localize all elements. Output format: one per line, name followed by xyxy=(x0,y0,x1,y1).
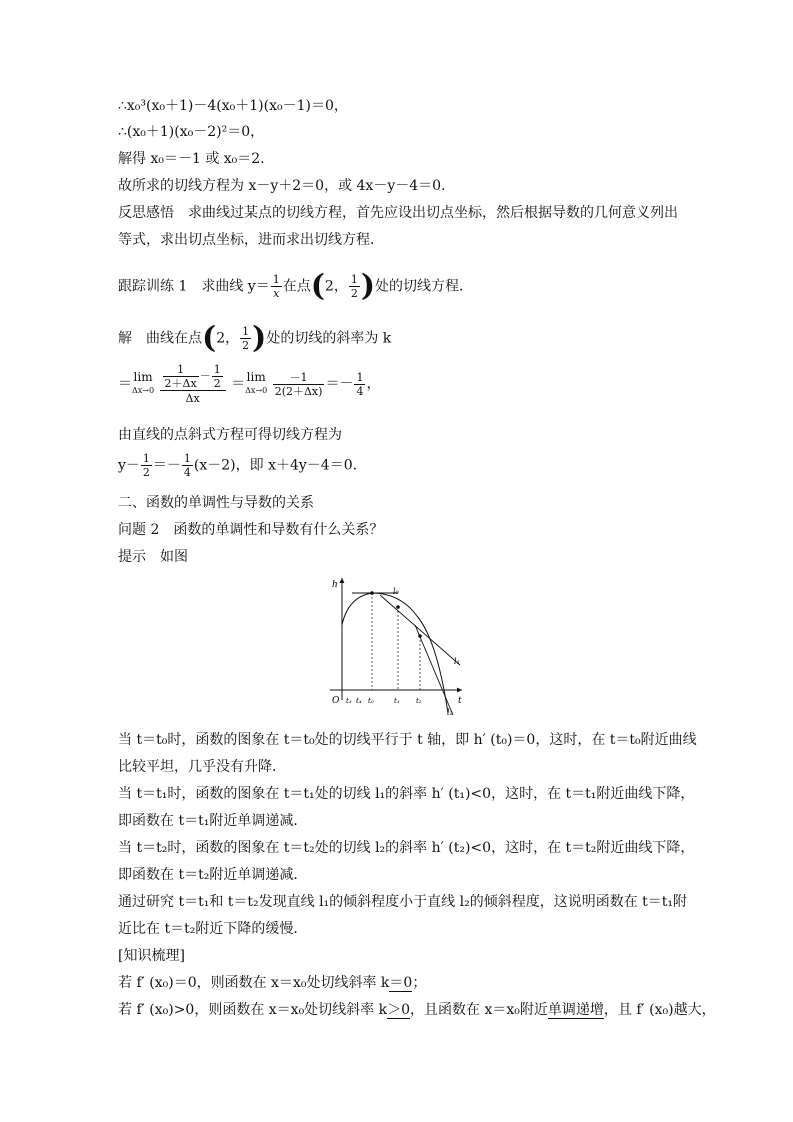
h-curve xyxy=(342,593,448,713)
text-line: 故所求的切线方程为 x－y＋2＝0，或 4x－y－4＝0. xyxy=(118,178,446,194)
point-t1 xyxy=(396,605,400,609)
text-line: ∴(x₀＋1)(x₀－2)²＝0， xyxy=(118,124,265,140)
text-line: 解得 x₀＝－1 或 x₀＝2. xyxy=(118,151,265,167)
knowledge-item-1: 若 f′ (x₀)＝0，则函数在 x＝x₀处切线斜率 k＝0； xyxy=(118,975,427,991)
para-t1: 当 t＝t₁时，函数的图象在 t＝t₁处的切线 l₁的斜率 h′ (t₁)<0，这时，在 t＝t₁附近曲线下降， xyxy=(118,786,695,802)
tangent-equation: y－ $\frac{1}{2}$ ＝－ $\frac{1}{4}$ (x－2)，即 x＋4y－4＝0. xyxy=(118,452,358,479)
label-t4: t₄ xyxy=(356,697,362,705)
fraction-1-over-x: $\frac{1}{x}$ xyxy=(272,273,280,300)
reflection-paragraph: 反思感悟 求曲线过某点的切线方程，首先应设出切点坐标，然后根据导数的几何意义列出 xyxy=(118,205,678,221)
solution-line: 解 曲线在点(2， $\frac{1}{2}$ )处的切线的斜率为 k xyxy=(118,320,392,356)
hint: 提示 如图 xyxy=(118,549,188,565)
point-t2 xyxy=(418,634,422,638)
tangent-figure xyxy=(320,575,470,725)
reflection-paragraph-cont: 等式，求出切点坐标，进而求出切线方程． xyxy=(118,232,384,248)
limit-expression: ＝ lim Δx→0 $\frac{1}{2+\Delta x}$ － $\frac{1}{2}$ Δx ＝ lim Δx→0 $\frac{-1}{2(2+\Delta x)}$ ＝－ $\frac{1}{4}$ ， xyxy=(118,362,381,405)
para-compare: 通过研究 t＝t₁和 t＝t₂发现直线 l₁的倾斜程度小于直线 l₂的倾斜程度，这说明函数在 t＝t₁附 xyxy=(118,894,688,910)
label-t2: t₂ xyxy=(416,697,422,705)
label-h: h xyxy=(332,580,338,590)
para-t1-cont: 即函数在 t＝t₁附近单调递减． xyxy=(118,813,308,829)
label-l1: l₁ xyxy=(454,657,460,666)
text-line: ∴x₀³(x₀＋1)－4(x₀＋1)(x₀－1)＝0， xyxy=(118,98,348,114)
knowledge-heading: [知识梳理] xyxy=(118,948,185,964)
label-t1: t₁ xyxy=(394,697,400,705)
para-t0: 当 t＝t₀时，函数的图象在 t＝t₀处的切线平行于 t 轴，即 h′ (t₀)＝0，这时，在 t＝t₀附近曲线 xyxy=(118,732,697,748)
exercise-line: 跟踪训练 1 求曲线 y＝ $\frac{1}{x}$ 在点(2， $\frac{1}{2}$ )处的切线方程． xyxy=(118,268,474,304)
section-title: 二、函数的单调性与导数的关系 xyxy=(118,495,314,511)
tangent-l1 xyxy=(380,595,460,665)
label-t0: t₀ xyxy=(368,697,374,705)
label-origin: O xyxy=(332,696,340,706)
point-t0 xyxy=(370,591,374,595)
question: 问题 2 函数的单调性和导数有什么关系？ xyxy=(118,522,384,538)
text-line: 由直线的点斜式方程可得切线方程为 xyxy=(118,427,342,443)
para-t2-cont: 即函数在 t＝t₂附近单调递减． xyxy=(118,867,308,883)
label-l0: l₀ xyxy=(393,587,399,596)
para-compare-cont: 近比在 t＝t₂附近下降的缓慢． xyxy=(118,921,308,937)
label-l2: l₂ xyxy=(447,708,453,717)
para-t0-cont: 比较平坦，几乎没有升降． xyxy=(118,759,286,775)
knowledge-item-2: 若 f′ (x₀)>0，则函数在 x＝x₀处切线斜率 k＞0，且函数在 x＝x₀附近单调递增，且 f′ (x₀)越大， xyxy=(118,1002,716,1018)
para-t2: 当 t＝t₂时，函数的图象在 t＝t₂处的切线 l₂的斜率 h′ (t₂)<0，这时，在 t＝t₂附近曲线下降， xyxy=(118,840,695,856)
label-t: t xyxy=(458,696,462,706)
label-t3: t₃ xyxy=(346,697,352,705)
